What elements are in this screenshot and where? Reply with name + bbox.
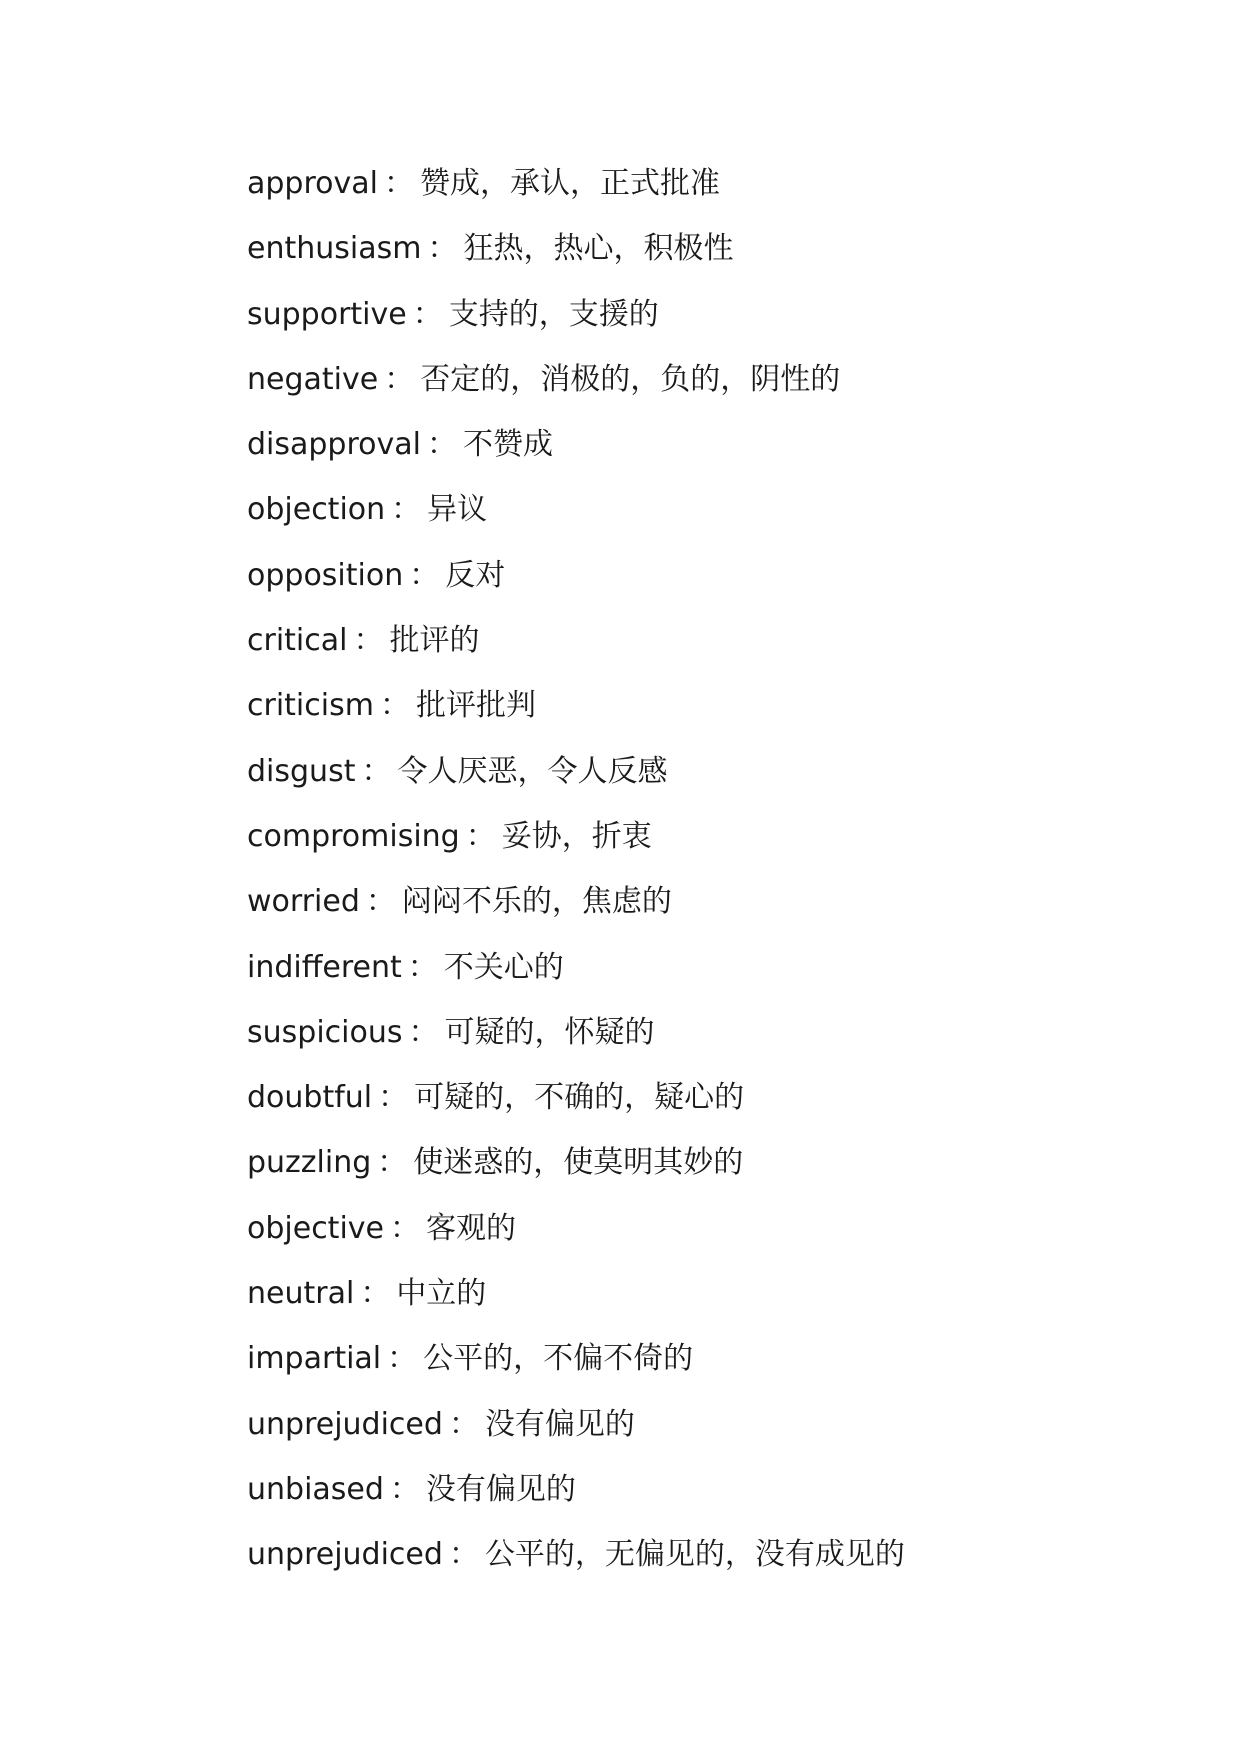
vocab-entry <box>247 750 905 815</box>
vocab-entry <box>247 423 905 488</box>
vocab-entry <box>247 1141 905 1206</box>
vocab-word: unbiased <box>247 1471 384 1507</box>
vocab-meaning: 公平的，不偏不倚的 <box>423 1341 694 1377</box>
vocab-meaning: 反对 <box>445 557 506 593</box>
vocab-meaning: 中立的 <box>396 1276 487 1312</box>
vocab-entry <box>247 684 905 749</box>
vocab-entry <box>247 815 905 880</box>
vocab-separator: ： <box>361 753 392 789</box>
vocab-word: supportive <box>247 296 407 332</box>
vocab-word: criticism <box>247 688 374 724</box>
vocab-word: objective <box>247 1210 384 1246</box>
vocab-entry <box>247 619 905 684</box>
vocab-entry <box>247 488 905 553</box>
vocab-meaning: 使迷惑的，使莫明其妙的 <box>413 1145 744 1181</box>
vocab-separator: ： <box>377 1145 408 1181</box>
vocab-word: unprejudiced <box>247 1406 443 1442</box>
vocab-meaning: 不赞成 <box>462 427 553 463</box>
vocab-separator: ： <box>353 623 384 659</box>
vocab-entry <box>247 227 905 292</box>
vocab-separator: ： <box>378 1080 409 1116</box>
vocab-separator: ： <box>412 296 443 332</box>
vocab-meaning: 狂热，热心，积极性 <box>463 231 734 267</box>
vocab-meaning: 否定的，消极的，负的，阴性的 <box>420 361 841 397</box>
vocab-separator: ： <box>389 1471 420 1507</box>
vocab-meaning: 赞成，承认，正式批准 <box>419 166 720 201</box>
vocab-word: negative <box>247 361 379 397</box>
vocab-entry <box>247 162 905 227</box>
vocab-entry <box>247 1403 905 1468</box>
vocab-meaning: 闷闷不乐的，焦虑的 <box>401 884 672 920</box>
vocab-word: worried <box>247 884 360 920</box>
vocab-separator: ： <box>379 688 410 724</box>
vocab-separator: ： <box>407 949 438 985</box>
vocab-entry <box>247 880 905 945</box>
vocab-entry <box>247 1468 905 1533</box>
vocab-entry <box>247 1272 905 1337</box>
vocab-separator: ： <box>448 1406 479 1442</box>
vocab-separator: ： <box>448 1537 479 1573</box>
vocabulary-list <box>247 162 905 1599</box>
vocab-meaning: 支持的，支援的 <box>448 296 659 332</box>
vocab-entry <box>247 946 905 1011</box>
vocab-meaning: 没有偏见的 <box>425 1471 576 1507</box>
vocab-separator: ： <box>409 557 440 593</box>
vocab-word: disapproval <box>247 427 421 463</box>
vocab-entry <box>247 293 905 358</box>
vocab-separator: ： <box>384 361 415 397</box>
vocab-word: objection <box>247 492 386 528</box>
vocab-word: neutral <box>247 1276 355 1312</box>
vocab-word: doubtful <box>247 1080 373 1116</box>
vocab-word: suspicious <box>247 1014 403 1050</box>
vocab-entry <box>247 1207 905 1272</box>
vocab-separator: ： <box>465 818 496 854</box>
vocab-word: compromising <box>247 818 460 854</box>
vocab-word: impartial <box>247 1341 382 1377</box>
vocab-meaning: 可疑的，怀疑的 <box>444 1014 655 1050</box>
vocab-meaning: 没有偏见的 <box>484 1406 635 1442</box>
vocab-meaning: 可疑的，不确的，疑心的 <box>414 1080 745 1116</box>
vocab-separator: ： <box>426 427 457 463</box>
vocab-word: critical <box>247 623 348 659</box>
vocab-word: approval <box>247 166 378 201</box>
vocab-word: indifferent <box>247 949 402 985</box>
vocab-separator: ： <box>391 492 422 528</box>
vocab-entry <box>247 1076 905 1141</box>
vocab-meaning: 公平的，无偏见的，没有成见的 <box>484 1537 905 1573</box>
vocab-meaning: 客观的 <box>426 1210 516 1246</box>
vocab-word: unprejudiced <box>247 1537 443 1573</box>
vocab-meaning: 批评批判 <box>415 688 536 724</box>
vocab-meaning: 令人厌恶，令人反感 <box>397 753 668 789</box>
vocab-separator: ： <box>383 166 414 201</box>
vocab-separator: ： <box>360 1276 391 1312</box>
vocab-meaning: 异议 <box>427 492 488 528</box>
vocab-entry <box>247 554 905 619</box>
vocab-separator: ： <box>390 1210 420 1246</box>
vocab-word: disgust <box>247 753 356 789</box>
vocab-separator: ： <box>427 231 458 267</box>
vocab-separator: ： <box>408 1014 439 1050</box>
vocab-meaning: 不关心的 <box>443 949 564 985</box>
vocab-word: opposition <box>247 557 404 593</box>
vocab-entry <box>247 1011 905 1076</box>
vocab-word: enthusiasm <box>247 231 422 267</box>
vocab-separator: ： <box>387 1341 418 1377</box>
vocab-meaning: 批评的 <box>389 623 480 659</box>
vocab-entry <box>247 1533 905 1598</box>
vocab-meaning: 妥协，折衷 <box>501 818 652 854</box>
vocab-entry <box>247 358 905 423</box>
vocab-separator: ： <box>365 884 396 920</box>
vocab-word: puzzling <box>247 1145 372 1181</box>
vocab-entry <box>247 1337 905 1402</box>
